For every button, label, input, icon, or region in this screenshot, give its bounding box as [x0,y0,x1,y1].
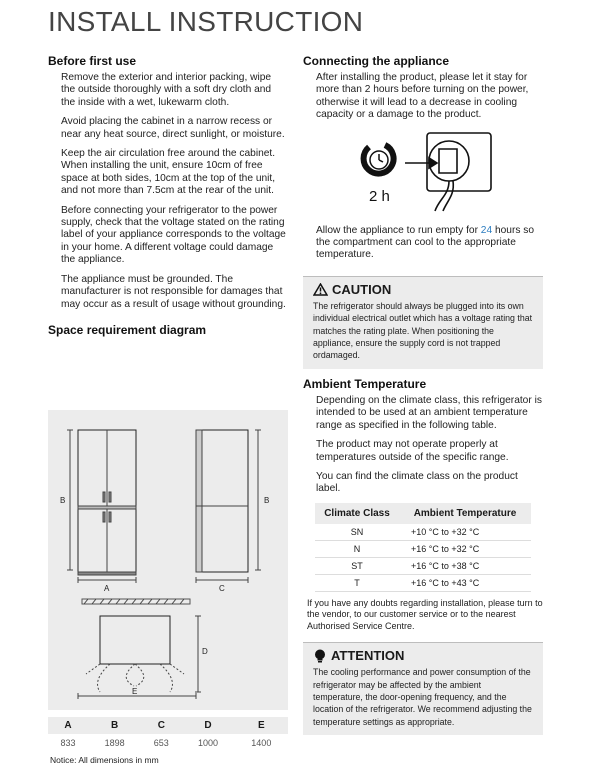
climate-header: Ambient Temperature [399,503,531,524]
clock-label: 2 h [369,187,390,205]
before-first-use-paragraph: Remove the exterior and interior packing, wipe the outside thoroughly with a soft dry cloth and the inside with a wet, lukewarm cloth. [61,72,272,108]
plug-socket-icon [405,133,491,211]
ambient-paragraph: Depending on the climate class, this refrigerator is intended to be used at an ambient temperature range as specified in the following table. [316,394,542,431]
dim-label-a: A [104,584,110,593]
fridge-diagram-svg [48,410,288,710]
lightbulb-icon [313,649,327,663]
installation-doubts-note: If you have any doubts regarding installation, please turn to the vendor, to our customer service or to the nearest Authorised Service Centre. [307,597,543,631]
fridge-front-view [67,430,136,583]
before-first-use-paragraph: Avoid placing the cabinet in a narrow recess or near any heat source, direct sunlight, or moisture. [61,116,285,140]
dim-header: A [48,717,88,734]
allow-text-before: Allow the appliance to run empty for [316,224,481,236]
fridge-side-view [196,430,261,583]
allow-paragraph [316,225,543,262]
table-row [315,557,531,574]
dim-value: 653 [153,738,169,748]
dimensions-table [48,717,288,752]
dim-value: 833 [60,738,76,748]
dim-label-e: E [132,687,138,696]
caution-title: CAUTION [332,281,392,297]
fridge-top-view [78,599,201,699]
attention-box [303,642,543,735]
dim-header: D [181,717,234,734]
connecting-paragraph: After installing the product, please let it stay for more than 2 hours before turning on the power, otherwise it will lead to a decrease in cooling capacity or a damage to the product. [316,72,529,121]
table-row [315,540,531,557]
left-column [48,54,288,341]
dim-header: B [88,717,141,734]
attention-heading [313,648,533,663]
climate-class-cell: ST [315,557,399,574]
clock-plug-svg [303,129,543,221]
dim-value: 1898 [104,738,125,748]
dimensions-notice: Notice: All dimensions in mm [50,755,159,765]
ambient-paragraph: The product may not operate properly at temperatures outside of the specific range. [316,439,509,463]
caution-text: The refrigerator should always be plugged into its own individual electrical outlet which has a voltage rating that matches the rating plate. When positioning the appliance, ensure the supply cord is not trapped ordamaged. [313,300,533,361]
dim-header: E [235,717,288,734]
dim-label-b: B [60,496,66,505]
climate-class-cell: SN [315,524,399,541]
space-requirement-heading: Space requirement diagram [48,322,207,337]
ambient-paragraph: You can find the climate class on the product label. [316,470,518,495]
dim-value: 1000 [197,738,218,748]
climate-class-cell: N [315,540,399,557]
allow-text-after: hours so the compartment can cool to the appropriate temperature. [316,224,535,261]
caution-box [303,276,543,369]
before-first-use-heading: Before first use [48,54,137,68]
before-first-use-paragraph: Keep the air circulation free around the cabinet. When installing the unit, ensure 10cm of free space at both sides, 10cm at the top of the unit, and not more than 7.5cm at the rear of the unit. [61,148,276,197]
clock-icon [364,145,394,174]
climate-class-cell: T [315,574,399,591]
climate-header: Climate Class [315,503,399,524]
warning-triangle-icon [313,283,328,296]
before-first-use-paragraph: Before connecting your refrigerator to the power supply, check that the voltage stated on the rating label of your appliance corresponds to the voltage in your home. A different voltage could damage the appliance. [61,204,286,266]
table-row [315,574,531,591]
dim-value: 1400 [251,738,272,748]
attention-title: ATTENTION [331,648,405,664]
before-first-use-paragraph: The appliance must be grounded. The manufacturer is not responsible for damages that may occur as a result of usage without grounding. [61,273,286,310]
right-column [303,54,543,741]
temperature-range-cell: +16 °C to +38 °C [399,557,531,574]
ambient-heading: Ambient Temperature [303,376,427,391]
temperature-range-cell: +10 °C to +32 °C [399,524,531,541]
connecting-heading: Connecting the appliance [303,54,450,68]
attention-text: The cooling performance and power consumption of the refrigerator may be affected by the ambient temperature, the door-opening frequency, and the location of the refrigerator. We recommend adjusting the temperature settings as appropriate. [313,667,532,727]
table-row [315,524,531,541]
allow-hours-highlight: 24 [480,224,493,236]
dim-label-d: D [202,647,208,656]
dim-header: C [141,717,181,734]
space-requirement-diagram [48,410,288,710]
climate-class-table [315,503,531,592]
page-title: INSTALL INSTRUCTION [48,6,364,37]
dim-label-c: C [219,584,225,593]
temperature-range-cell: +16 °C to +32 °C [399,540,531,557]
caution-heading [313,282,533,297]
temperature-range-cell: +16 °C to +43 °C [399,574,531,591]
clock-plug-figure [303,129,543,221]
dim-label-b: B [264,496,270,505]
